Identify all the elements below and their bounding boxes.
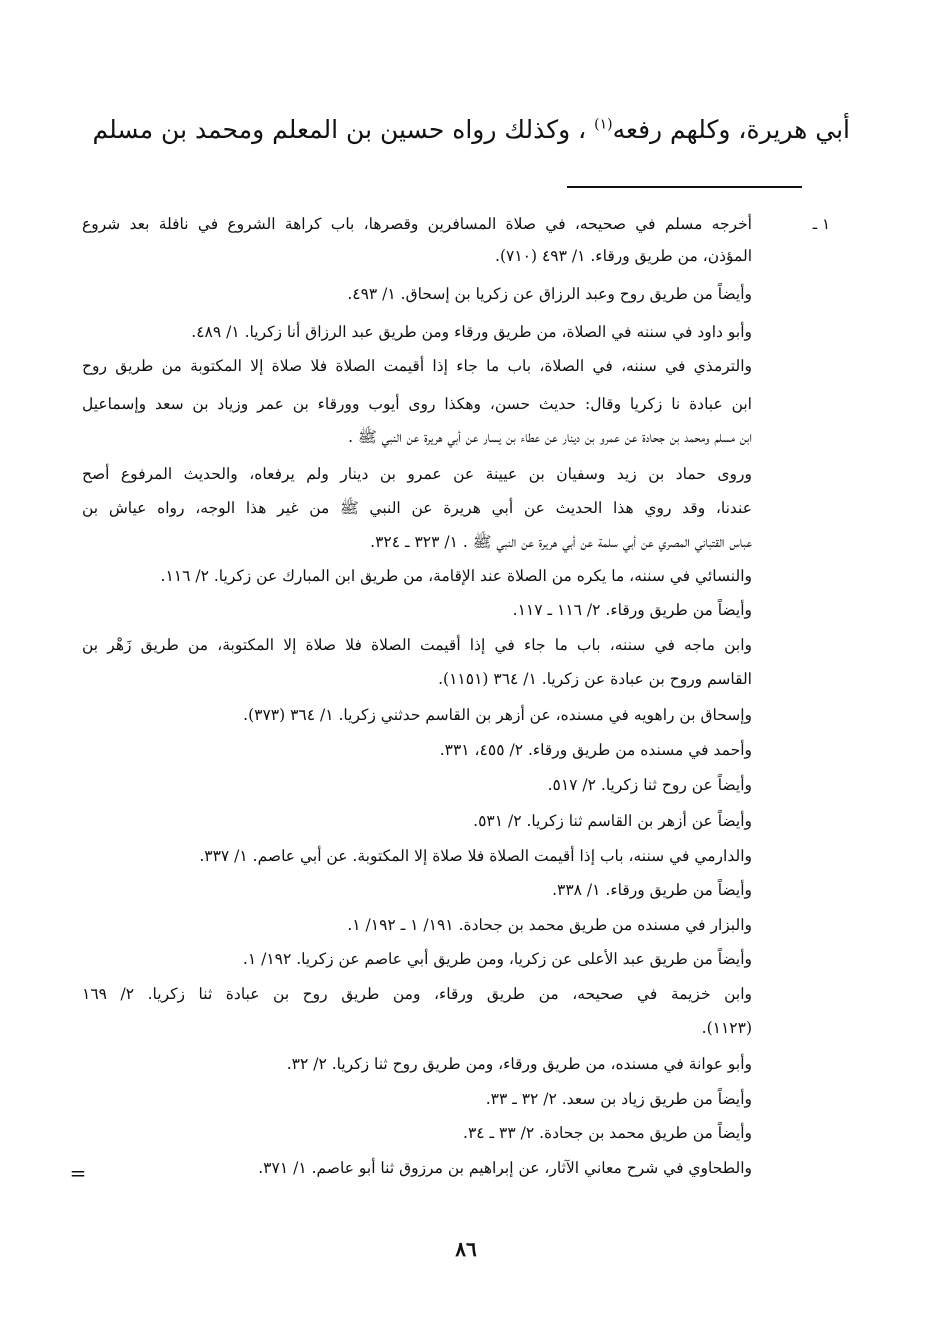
footnote-line: والنسائي في سننه، ما يكره من الصلاة عند الإقامة، من طريق ابن المبارك عن زكريا. ٢/ ١١٦. — [160, 567, 752, 585]
footnote-line: وأبو عوانة في مسنده، من طريق ورقاء، ومن طريق روح ثنا زكريا. ٢/ ٣٢. — [286, 1055, 752, 1073]
footnote-line: (١١٢٣). — [701, 1019, 752, 1037]
footnote-line: وأيضاً من طريق محمد بن جحادة. ٢/ ٣٣ ـ ٣٤. — [463, 1124, 752, 1142]
footnote-line: والبزار في مسنده من طريق محمد بن جحادة. ١٩١/ ١ ـ ١٩٢/ ١. — [347, 916, 752, 934]
footnote-line: وأيضاً من طريق روح وعبد الرزاق عن زكريا بن إسحاق. ١/ ٤٩٣. — [347, 285, 752, 303]
footnote-line: القاسم وروح بن عبادة عن زكريا. ١/ ٣٦٤ (١١٥١). — [438, 670, 752, 688]
footnote-line: ابن مسلم ومحمد بن جحادة عن عمرو بن دينار عن عطاء بن يسار عن أبي هريرة عن النبي ﷺ . — [348, 428, 752, 446]
footnote-line: وأيضاً من طريق زياد بن سعد. ٢/ ٣٢ ـ ٣٣. — [485, 1090, 752, 1108]
footnote-number: ١ ـ — [812, 215, 830, 233]
footnote-line: عندنا، وقد روي هذا الحديث عن أبي هريرة عن النبي ﷺ من غير هذا الوجه، رواه عياش بن — [82, 499, 752, 517]
footnote-line: وأيضاً عن أزهر بن القاسم ثنا زكريا. ٢/ ٥٣١. — [473, 812, 752, 830]
footnote-line: وأيضاً عن روح ثنا زكريا. ٢/ ٥١٧. — [547, 776, 752, 794]
continuation-mark: = — [69, 1161, 87, 1185]
footnote-line: وابن ماجه في سننه، باب ما جاء في إذا أقيمت الصلاة فلا صلاة إلا المكتوبة، من طريق زَهْر بن — [82, 636, 752, 654]
footnote-line: وأبو داود في سننه في الصلاة، من طريق ورقاء ومن طريق عبد الرزاق أنا زكريا. ١/ ٤٨٩. — [191, 323, 752, 341]
footnote-separator — [567, 186, 802, 188]
footnote-line: وابن خزيمة في صحيحه، من طريق ورقاء، ومن طريق روح بن عبادة ثنا زكريا. ٢/ ١٦٩ — [82, 985, 752, 1003]
footnote-line: ابن عبادة نا زكريا وقال: حديث حسن، وهكذا روى أيوب وورقاء بن عمر وزياد بن سعد وإسماعيل — [82, 395, 752, 413]
footnote-line: وأيضاً من طريق ورقاء. ٢/ ١١٦ ـ ١١٧. — [512, 601, 752, 619]
footnote-line: أخرجه مسلم في صحيحه، في صلاة المسافرين وقصرها، باب كراهة الشروع في نافلة بعد شروع — [82, 215, 752, 233]
page-number: ٨٦ — [455, 1237, 477, 1261]
footnote-line: وأيضاً من طريق عبد الأعلى عن زكريا، ومن طريق أبي عاصم عن زكريا. ١٩٢/ ١. — [242, 950, 752, 968]
main-text-before-ref: أبي هريرة، وكلهم رفعه — [612, 115, 850, 144]
main-text-after-ref: ، وكذلك رواه حسين بن المعلم ومحمد بن مسلم — [92, 115, 595, 144]
footnote-line: وأيضاً من طريق ورقاء. ١/ ٣٣٨. — [552, 881, 752, 899]
footnote-line: والدارمي في سننه، باب إذا أقيمت الصلاة فلا صلاة إلا المكتوبة. عن أبي عاصم. ١/ ٣٣٧. — [199, 847, 752, 865]
footnote-line: وروى حماد بن زيد وسفيان بن عيينة عن عمرو بن دينار ولم يرفعاه، والحديث المرفوع أصح — [82, 465, 752, 483]
main-text-line — [90, 110, 850, 150]
footnote-line: وإسحاق بن راهويه في مسنده، عن أزهر بن القاسم حدثني زكريا. ١/ ٣٦٤ (٣٧٣). — [243, 706, 752, 724]
footnote-line: والترمذي في سننه، في الصلاة، باب ما جاء إذا أقيمت الصلاة فلا صلاة إلا المكتوبة من طريق روح — [82, 357, 752, 375]
footnote-line: والطحاوي في شرح معاني الآثار، عن إبراهيم بن مرزوق ثنا أبو عاصم. ١/ ٣٧١. — [258, 1159, 752, 1177]
footnote-line: وأحمد في مسنده من طريق ورقاء. ٢/ ٤٥٥، ٣٣١. — [439, 741, 752, 759]
footnote-line: المؤذن، من طريق ورقاء. ١/ ٤٩٣ (٧١٠). — [495, 247, 752, 265]
footnote-reference: (١) — [594, 116, 613, 133]
footnote-line: عباس القتباني المصري عن أبي سلمة عن أبي هريرة عن النبي ﷺ . ١/ ٣٢٣ ـ ٣٢٤. — [370, 533, 752, 551]
